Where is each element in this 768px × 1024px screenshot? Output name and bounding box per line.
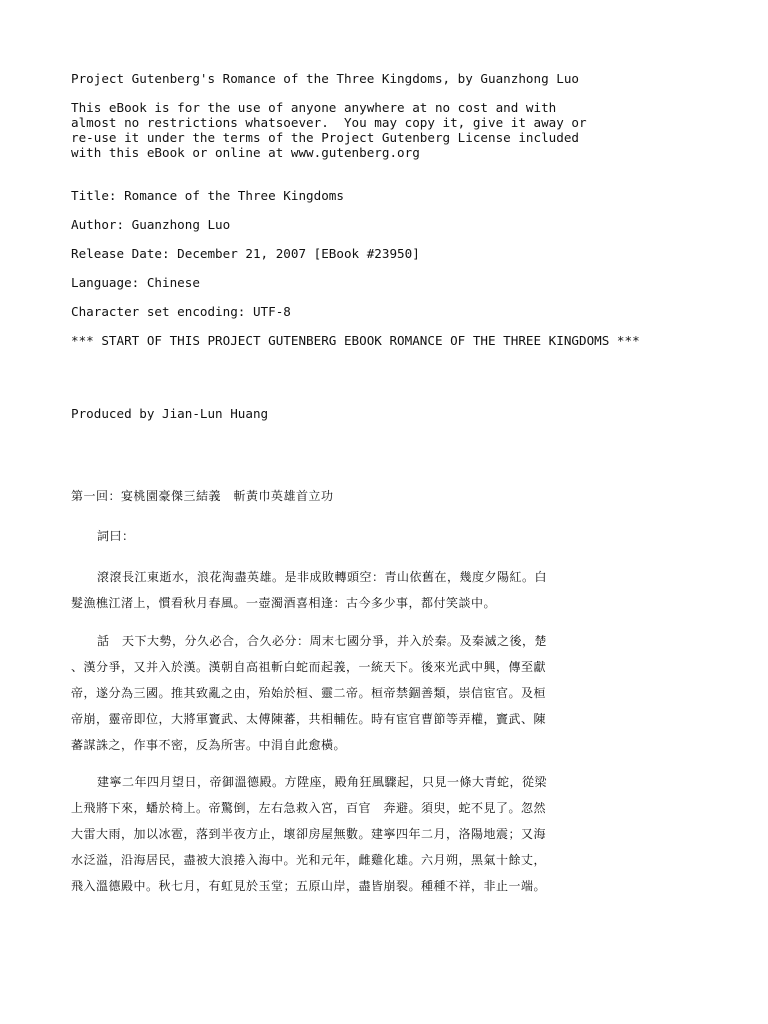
meta-title: Title: Romance of the Three Kingdoms xyxy=(71,188,344,203)
chapter-heading: 第一回：宴桃園豪傑三結義 斬黃巾英雄首立功 xyxy=(71,489,334,503)
license-line: with this eBook or online at www.gutenberg.org xyxy=(71,145,420,160)
paragraph-line: 大雷大雨，加以冰雹，落到半夜方止，壞卻房屋無數。建寧四年二月，洛陽地震；又海 xyxy=(71,827,547,841)
poem-line: 髮漁樵江渚上，慣看秋月春風。一壺濁酒喜相逢：古今多少事，都付笑談中。 xyxy=(71,596,497,610)
narrative-paragraph-1 xyxy=(71,628,551,758)
narrative-paragraph-2 xyxy=(71,769,551,899)
paragraph-line: 飛入溫德殿中。秋七月，有虹見於玉堂；五原山岸，盡皆崩裂。種種不祥，非止一端。 xyxy=(71,879,547,893)
paragraph-line: 上飛將下來，蟠於椅上。帝驚倒，左右急救入宮，百官 奔避。須臾，蛇不見了。忽然 xyxy=(71,801,547,815)
poem-paragraph xyxy=(71,564,551,616)
ci-yue-label: 詞曰： xyxy=(97,529,135,543)
start-marker: *** START OF THIS PROJECT GUTENBERG EBOOK ROMANCE OF THE THREE KINGDOMS *** xyxy=(71,333,640,348)
producer-credit: Produced by Jian-Lun Huang xyxy=(71,406,269,421)
license-line: This eBook is for the use of anyone anywhere at no cost and with xyxy=(71,100,557,115)
paragraph-line: 帝，遂分為三國。推其致亂之由，殆始於桓、靈二帝。桓帝禁錮善類，崇信宦官。及桓 xyxy=(71,686,547,700)
meta-release-date: Release Date: December 21, 2007 [EBook #23950] xyxy=(71,246,420,261)
meta-author: Author: Guanzhong Luo xyxy=(71,217,231,232)
meta-encoding: Character set encoding: UTF-8 xyxy=(71,304,291,319)
paragraph-line: 蕃謀誅之，作事不密，反為所害。中涓自此愈橫。 xyxy=(71,738,347,752)
paragraph-line: 話 天下大勢，分久必合，合久必分：周末七國分爭，并入於秦。及秦滅之後，楚 xyxy=(97,634,548,648)
license-line: re-use it under the terms of the Project Gutenberg License included xyxy=(71,130,579,145)
license-line: almost no restrictions whatsoever. You may copy it, give it away or xyxy=(71,115,587,130)
poem-line: 滾滾長江東逝水，浪花淘盡英雄。是非成敗轉頭空：青山依舊在，幾度夕陽紅。白 xyxy=(97,570,548,584)
header-title-line: Project Gutenberg's Romance of the Three Kingdoms, by Guanzhong Luo xyxy=(71,71,579,86)
paragraph-line: 建寧二年四月望日，帝御溫德殿。方陞座，殿角狂風驟起，只見一條大青蛇，從梁 xyxy=(97,775,548,789)
meta-language: Language: Chinese xyxy=(71,275,200,290)
paragraph-line: 、漢分爭，又并入於漢。漢朝自高祖斬白蛇而起義，一統天下。後來光武中興，傳至獻 xyxy=(71,660,547,674)
paragraph-line: 水泛溢，沿海居民，盡被大浪捲入海中。光和元年，雌雞化雄。六月朔，黑氣十餘丈， xyxy=(71,853,547,867)
paragraph-line: 帝崩，靈帝即位，大將軍竇武、太傅陳蕃，共相輔佐。時有宦官曹節等弄權，竇武、陳 xyxy=(71,712,547,726)
